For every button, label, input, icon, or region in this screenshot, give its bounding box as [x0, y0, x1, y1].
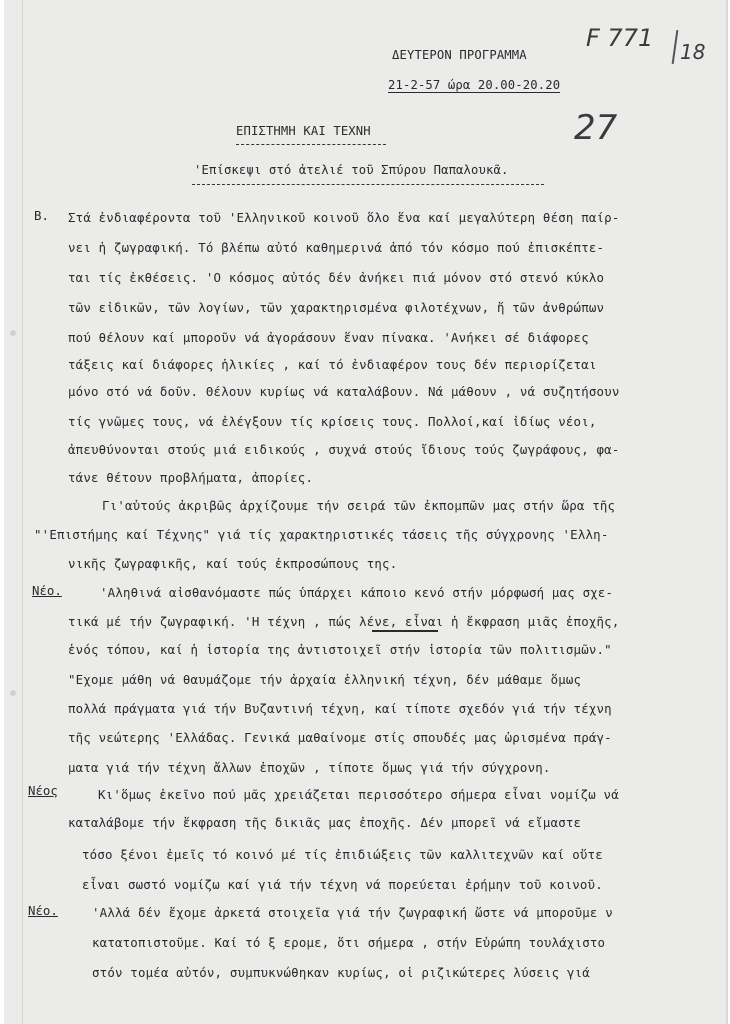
body-line: Γι'αὐτούς ἀκριβῶς ἀρχίζουμε τήν σειρά τῶν ἐκπομπῶν μας στήν ὥρα τῆς — [102, 498, 616, 513]
archive-code-annotation: F 771 — [586, 24, 654, 52]
speaker-label-neo: Νέο. — [28, 903, 58, 918]
body-line: τῆς νεώτερης 'Ελλάδας. Γενικά μαθαίνομε στίς σπουδές μας ὡρισμένα πράγ- — [68, 730, 612, 745]
title-underline — [236, 144, 386, 145]
typewritten-page — [4, 0, 726, 1024]
body-line: καταλάβομε τήν ἔκφραση τῆς δικιᾶς μας ἐποχῆς. Δέν μπορεῖ νά εἴμαστε — [68, 815, 582, 830]
sheet-number-annotation: 27 — [574, 108, 618, 148]
body-line: 'Αλλά δέν ἔχομε ἀρκετά στοιχεῖα γιά τήν ζωγραφική ὥστε νά μποροῦμε ν — [92, 905, 613, 920]
body-line: κατατοπιστοῦμε. Καί τό ξ ερομε, ὅτι σήμερα , στήν Εὐρώπη τουλάχιστο — [92, 935, 606, 950]
body-line: πού θέλουν καί μποροῦν νά ἀγοράσουν ἕναν πίνακα. 'Ανήκει σέ διάφορες — [68, 330, 589, 345]
body-line: τίς γνῶμες τους, νά ἐλέγξουν τίς κρίσεις τους. Πολλοί,καί ἰδίως νέοι, — [68, 414, 597, 429]
body-line: τάνε θέτουν προβλήματα, ἀπορίες. — [68, 470, 314, 485]
body-line: ματα γιά τήν τέχνη ἄλλων ἐποχῶν , τίποτε ὅμως γιά τήν σύγχρονη. — [68, 760, 551, 775]
subtitle-underline — [192, 184, 544, 185]
speaker-label-neos: Νέος — [28, 783, 58, 798]
program-label: ΔΕΥΤΕΡΟΝ ΠΡΟΓΡΑΜΜΑ — [392, 48, 527, 62]
subtitle: 'Επίσκεψι στό ἀτελιέ τοῦ Σπύρου Παπαλουκᾶ. — [194, 163, 509, 177]
handwritten-underline — [372, 630, 438, 632]
body-line: μόνο στό νά δοῦν. Θέλουν κυρίως νά καταλάβουν. Νά μάθουν , νά συζητήσουν — [68, 384, 620, 399]
body-line: Κι'ὅμως ἐκεῖνο πού μᾶς χρειάζεται περισσότερο σήμερα εἶναι νομίζω νά — [98, 787, 619, 802]
broadcast-datetime: 21-2-57 ώρα 20.00-20.20 — [388, 78, 561, 92]
body-line: ἑνός τόπου, καί ἡ ἱστορία της ἀντιστοιχεῖ στήν ἱστορία τῶν πολιτισμῶν." — [68, 642, 612, 657]
speaker-label-neo: Νέο. — [32, 583, 62, 598]
binding-hole — [10, 690, 16, 696]
page-number-annotation: 18 — [680, 40, 706, 64]
body-line: τόσο ξένοι ἐμεῖς τό κοινό μέ τίς ἐπιδιώξεις τῶν καλλιτεχνῶν καί οὔτε — [82, 847, 603, 862]
program-title: ΕΠΙΣΤΗΜΗ ΚΑΙ ΤΕΧΝΗ — [236, 124, 371, 138]
body-line: "Εχομε μάθη νά θαυμάζομε τήν ἀρχαία ἑλληνική τέχνη, δέν μάθαμε ὅμως — [68, 672, 582, 687]
page-fold-line — [22, 0, 23, 1024]
body-line: 'Αληθινά αἰσθανόμαστε πώς ὑπάρχει κάποιο κενό στήν μόρφωσή μας σχε- — [100, 585, 614, 600]
body-line: ἀπευθύνονται στούς μιά ειδικούς , συχνά στούς ἴδιους τούς ζωγράφους, φα- — [68, 442, 620, 457]
binding-hole — [10, 330, 16, 336]
body-line: πολλά πράγματα γιά τήν Βυζαντινή τέχνη, καί τίποτε σχεδόν γιά τήν τέχνη — [68, 701, 612, 716]
body-line: εἶναι σωστό νομίζω καί γιά τήν τέχνη νά πορεύεται ἐρήμην τοῦ κοινοῦ. — [82, 877, 603, 892]
speaker-label-b: Β. — [34, 208, 49, 223]
body-line: τικά μέ τήν ζωγραφική. 'Η τέχνη , πώς λένε, εἶναι ἡ ἔκφραση μιᾶς ἐποχῆς, — [68, 614, 620, 629]
body-line: Στά ἐνδιαφέροντα τοῦ 'Ελληνικοῦ κοινοῦ ὅλο ἕνα καί μεγαλύτερη θέση παίρ- — [68, 210, 620, 225]
body-line: ται τίς ἐκθέσεις. 'Ο κόσμος αὐτός δέν ἀνήκει πιά μόνον στό στενό κύκλο — [68, 270, 605, 285]
body-line: τῶν εἰδικῶν, τῶν λογίων, τῶν χαρακτηρισμένα φιλοτέχνων, ἤ τῶν ἀνθρώπων — [68, 300, 605, 315]
body-line: στόν τομέα αὐτόν, συμπυκνώθηκαν κυρίως, οἱ ριζικώτερες λύσεις γιά — [92, 965, 590, 980]
body-line: νικῆς ζωγραφικῆς, καί τούς ἐκπροσώπους της. — [68, 556, 398, 571]
body-line: νει ἡ ζωγραφική. Τό βλέπω αὐτό καθημερινά ἀπό τόν κόσμο πού ἐπισκέπτε- — [68, 240, 605, 255]
body-line: "'Επιστήμης καί Τέχνης" γιά τίς χαρακτηριστικές τάσεις τῆς σύγχρονης 'Ελλη- — [34, 527, 609, 542]
annotation-stroke — [672, 30, 679, 64]
body-line: τάξεις καί διάφορες ἡλικίες , καί τό ἐνδιαφέρον τους δέν περιορίζεται — [68, 357, 597, 372]
